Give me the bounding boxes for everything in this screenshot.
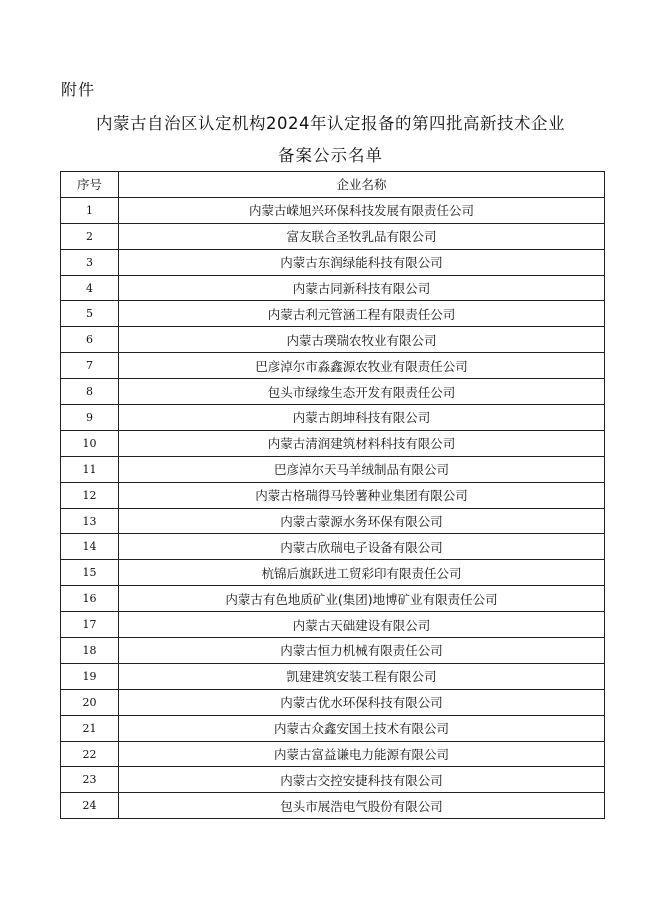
table-row	[61, 793, 605, 819]
serial-number-cell: 15	[61, 560, 119, 586]
serial-number-cell: 2	[61, 223, 119, 249]
company-name-cell: 内蒙古东润绿能科技有限公司	[119, 249, 605, 275]
serial-number-cell: 5	[61, 301, 119, 327]
table-row	[61, 767, 605, 793]
company-name-cell: 内蒙古有色地质矿业(集团)地博矿业有限责任公司	[119, 586, 605, 612]
table-row	[61, 327, 605, 353]
company-name-cell: 内蒙古嵘旭兴环保科技发展有限责任公司	[119, 197, 605, 223]
company-name-cell: 内蒙古欣瑞电子设备有限公司	[119, 534, 605, 560]
serial-number-cell: 17	[61, 612, 119, 638]
header-serial-number: 序号	[61, 172, 119, 198]
table-row	[61, 586, 605, 612]
company-name-cell: 包头市展浩电气股份有限公司	[119, 793, 605, 819]
table-row	[61, 612, 605, 638]
serial-number-cell: 16	[61, 586, 119, 612]
table-row	[61, 638, 605, 664]
company-name-cell: 凯建建筑安装工程有限公司	[119, 663, 605, 689]
company-name-cell: 内蒙古清润建筑材料科技有限公司	[119, 430, 605, 456]
company-name-cell: 内蒙古优水环保科技有限公司	[119, 689, 605, 715]
document-title: 内蒙古自治区认定机构2024年认定报备的第四批高新技术企业	[96, 114, 565, 133]
company-name-cell: 内蒙古天础建设有限公司	[119, 612, 605, 638]
table-body	[61, 197, 605, 818]
table-row	[61, 534, 605, 560]
serial-number-cell: 23	[61, 767, 119, 793]
serial-number-cell: 1	[61, 197, 119, 223]
serial-number-cell: 22	[61, 741, 119, 767]
company-name-cell: 内蒙古众鑫安国土技术有限公司	[119, 715, 605, 741]
serial-number-cell: 9	[61, 405, 119, 431]
header-company-name: 企业名称	[119, 172, 605, 198]
serial-number-cell: 14	[61, 534, 119, 560]
company-name-cell: 富友联合圣牧乳品有限公司	[119, 223, 605, 249]
serial-number-cell: 12	[61, 482, 119, 508]
table-row	[61, 275, 605, 301]
table-row	[61, 689, 605, 715]
table-row	[61, 482, 605, 508]
company-name-cell: 内蒙古朗坤科技有限公司	[119, 405, 605, 431]
table-row	[61, 197, 605, 223]
company-name-cell: 内蒙古恒力机械有限责任公司	[119, 638, 605, 664]
serial-number-cell: 18	[61, 638, 119, 664]
company-name-cell: 杭锦后旗跃进工贸彩印有限责任公司	[119, 560, 605, 586]
serial-number-cell: 19	[61, 663, 119, 689]
company-name-cell: 内蒙古富益谦电力能源有限公司	[119, 741, 605, 767]
table-row	[61, 249, 605, 275]
company-name-cell: 内蒙古蒙源水务环保有限公司	[119, 508, 605, 534]
company-name-cell: 内蒙古同新科技有限公司	[119, 275, 605, 301]
company-name-cell: 巴彦淖尔天马羊绒制品有限公司	[119, 456, 605, 482]
serial-number-cell: 11	[61, 456, 119, 482]
table-row	[61, 405, 605, 431]
table-row	[61, 430, 605, 456]
table-row	[61, 508, 605, 534]
company-list-table	[60, 171, 605, 819]
attachment-label: 附件	[61, 80, 96, 99]
document-subtitle: 备案公示名单	[278, 146, 383, 165]
serial-number-cell: 21	[61, 715, 119, 741]
table-row	[61, 456, 605, 482]
company-name-cell: 内蒙古格瑞得马铃薯种业集团有限公司	[119, 482, 605, 508]
serial-number-cell: 3	[61, 249, 119, 275]
serial-number-cell: 24	[61, 793, 119, 819]
company-name-cell: 包头市绿缘生态开发有限责任公司	[119, 379, 605, 405]
company-name-cell: 巴彦淖尔市淼鑫源农牧业有限责任公司	[119, 353, 605, 379]
table-row	[61, 223, 605, 249]
table-row	[61, 353, 605, 379]
table-row	[61, 715, 605, 741]
serial-number-cell: 6	[61, 327, 119, 353]
table-row	[61, 379, 605, 405]
company-name-cell: 内蒙古利元管涵工程有限责任公司	[119, 301, 605, 327]
company-name-cell: 内蒙古璞瑞农牧业有限公司	[119, 327, 605, 353]
table-row	[61, 741, 605, 767]
serial-number-cell: 8	[61, 379, 119, 405]
serial-number-cell: 20	[61, 689, 119, 715]
table-row	[61, 560, 605, 586]
table-header-row	[61, 172, 605, 198]
serial-number-cell: 4	[61, 275, 119, 301]
table-row	[61, 663, 605, 689]
serial-number-cell: 7	[61, 353, 119, 379]
table-row	[61, 301, 605, 327]
serial-number-cell: 10	[61, 430, 119, 456]
company-name-cell: 内蒙古交控安捷科技有限公司	[119, 767, 605, 793]
serial-number-cell: 13	[61, 508, 119, 534]
